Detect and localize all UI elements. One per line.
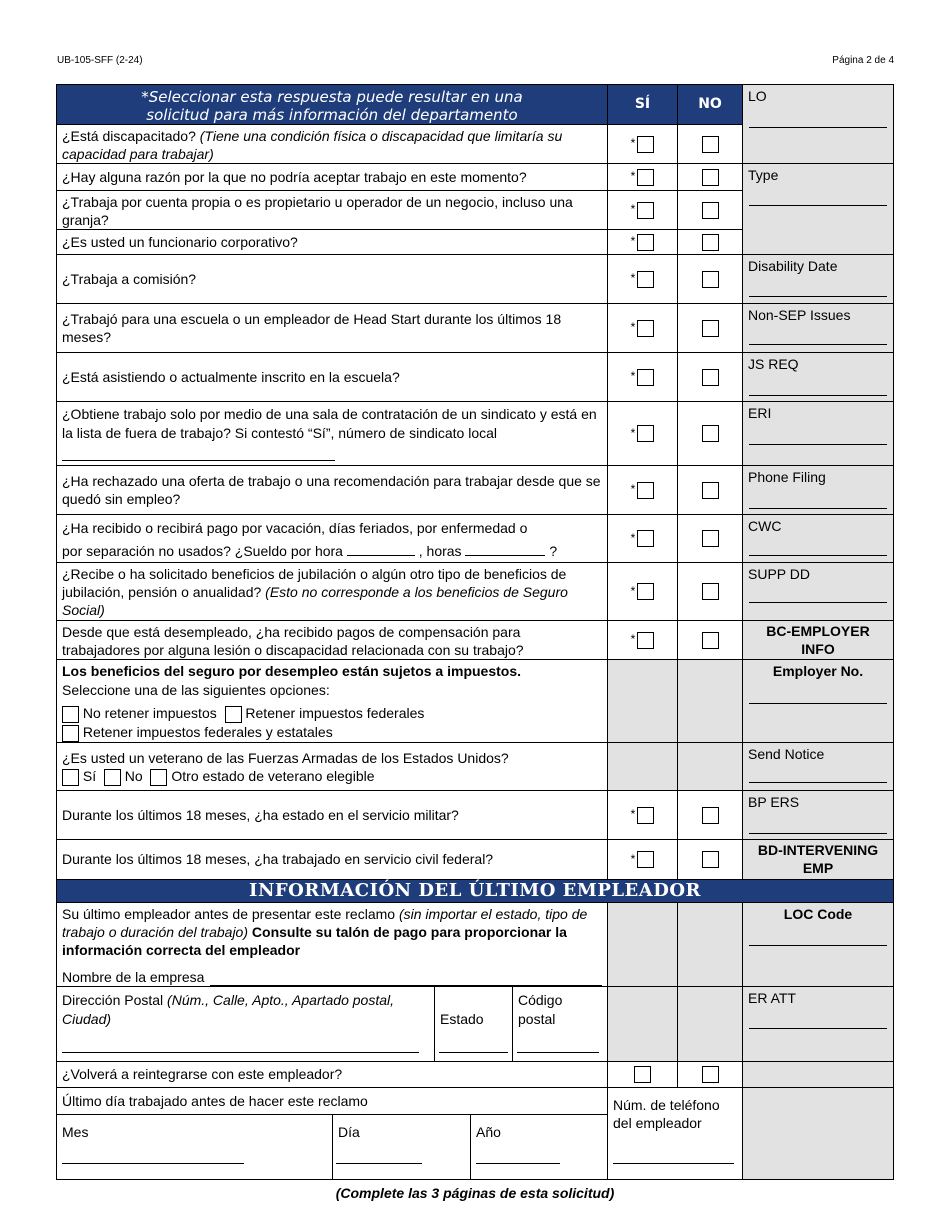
yes-cell: * (607, 352, 678, 402)
no-cell (677, 190, 743, 230)
no-cell (677, 562, 743, 621)
postal-address: Dirección Postal (Núm., Calle, Apto., Apartado postal, Ciudad) (56, 986, 435, 1062)
yes-cell: * (607, 790, 678, 840)
yes-cell: * (607, 562, 678, 621)
question-row-school-attendance (56, 352, 894, 402)
side-phone-filing: Phone Filing (742, 465, 894, 515)
rehire-row (56, 1061, 894, 1088)
question-row-retirement (56, 562, 894, 621)
yes-cell-blank (607, 742, 678, 791)
question-text: ¿Está asistiendo o actualmente inscrito en la escuela? (56, 352, 608, 402)
question-row-union (56, 401, 894, 466)
question-text: ¿Ha recibido o recibirá pago por vacación, días feriados, por enfermedad o por separación no usados? ¿Sueldo por hora , horas ? (56, 514, 608, 563)
employer-intro: Su último empleador antes de presentar este reclamo (sin importar el estado, tipo de trabajo o duración del trabajo) Consulte su talón de pago para proporcionar la información correcta del empleador Nombre de la empresa (56, 902, 608, 987)
zip-code-field[interactable] (517, 1052, 599, 1053)
question-text: ¿Está discapacitado? (Tiene una condición física o discapacidad que limitaría su capacidad para trabajar) (56, 124, 608, 164)
veteran-no-checkbox[interactable] (104, 769, 121, 786)
yes-checkbox[interactable] (637, 234, 654, 251)
side-type: Type (742, 163, 894, 255)
no-checkbox[interactable] (702, 202, 719, 219)
question-row-commission (56, 254, 894, 304)
employer-section-title: INFORMACIÓN DEL ÚLTIMO EMPLEADOR (56, 879, 894, 903)
question-text: Durante los últimos 18 meses, ¿ha estado en el servicio militar? (56, 790, 608, 840)
veteran-question: ¿Es usted un veterano de las Fuerzas Armadas de los Estados Unidos? Sí No Otro estado de veterano elegible (56, 742, 608, 791)
yes-cell: * (607, 401, 678, 466)
side-lo: LO (742, 84, 894, 164)
yes-cell: * (607, 254, 678, 304)
page-number: Página 2 de 4 (832, 55, 894, 66)
no-checkbox[interactable] (702, 1066, 719, 1083)
question-row-disabled (56, 124, 894, 164)
yes-checkbox[interactable] (637, 807, 654, 824)
no-cell (677, 790, 743, 840)
question-row-corporate-officer (56, 229, 894, 255)
question-text: ¿Obtiene trabajo solo por medio de una sala de contratación de un sindicato y está en la lista de fuera de trabajo? Si contestó “Sí”, número de sindicato local (56, 401, 608, 466)
hourly-wage-field[interactable] (347, 542, 415, 556)
yes-checkbox[interactable] (637, 169, 654, 186)
no-checkbox[interactable] (702, 136, 719, 153)
no-cell (677, 352, 743, 402)
no-cell (677, 465, 743, 515)
no-cell (677, 163, 743, 191)
tax-withholding: Los beneficios del seguro por desempleo están sujetos a impuestos. Seleccione una de las siguientes opciones: No retener impuestos Retener impuestos federales Retener impuestos federales y estatales (56, 659, 608, 743)
no-cell (677, 229, 743, 255)
union-number-field[interactable] (62, 443, 335, 461)
side-non-sep: Non-SEP Issues (742, 303, 894, 353)
yes-cell-blank (607, 659, 678, 743)
question-text: ¿Trabajó para una escuela o un empleador de Head Start durante los últimos 18 meses? (56, 303, 608, 353)
no-cell-blank (677, 659, 743, 743)
question-text: ¿Trabaja por cuenta propia o es propietario u operador de un negocio, incluso una granja? (56, 190, 608, 230)
no-checkbox[interactable] (702, 425, 719, 442)
company-name-field[interactable] (210, 972, 602, 986)
last-day-row (56, 1087, 894, 1180)
question-row-military (56, 790, 894, 840)
no-cell (677, 401, 743, 466)
question-text: ¿Recibe o ha solicitado beneficios de jubilación o algún otro tipo de beneficios de jubilación, pensión o anualidad? (Esto no corresponde a los beneficios de Seguro Social) (56, 562, 608, 621)
yes-checkbox[interactable] (637, 851, 654, 868)
no-checkbox[interactable] (702, 632, 719, 649)
state-field[interactable] (439, 1052, 508, 1053)
no-cell (677, 620, 743, 660)
yes-checkbox[interactable] (637, 136, 654, 153)
yes-checkbox[interactable] (637, 482, 654, 499)
yes-cell: * (607, 303, 678, 353)
question-row-self-employed (56, 190, 894, 230)
veteran-yes-checkbox[interactable] (62, 769, 79, 786)
employer-phone: Núm. de teléfono del empleador (607, 1087, 743, 1180)
yes-checkbox[interactable] (637, 271, 654, 288)
no-cell-blank (677, 742, 743, 791)
day-field[interactable] (336, 1163, 422, 1164)
federal-state-withholding-checkbox[interactable] (62, 725, 79, 742)
employer-intro-row (56, 902, 894, 987)
no-checkbox[interactable] (702, 482, 719, 499)
side-bd-intervening: BD-INTERVENING EMP (742, 839, 894, 880)
yes-checkbox[interactable] (634, 1066, 651, 1083)
side-blank (742, 1087, 894, 1180)
month: Mes (56, 1114, 333, 1180)
side-eri: ERI (742, 401, 894, 466)
selection-note: *Seleccionar esta respuesta puede resultar en una solicitud para más información del departamento (56, 84, 608, 125)
question-text: ¿Ha rechazado una oferta de trabajo o una recomendación para trabajar desde que se quedó sin empleo? (56, 465, 608, 515)
no-cell (677, 839, 743, 880)
no-cell (677, 303, 743, 353)
day: Día (332, 1114, 471, 1180)
no-cell (677, 1061, 743, 1088)
question-row-civil-service (56, 839, 894, 880)
no-cell-blank (677, 902, 743, 987)
yes-column-header: SÍ (607, 84, 678, 125)
no-checkbox[interactable] (702, 807, 719, 824)
no-checkbox[interactable] (702, 169, 719, 186)
question-row-vacation-pay (56, 514, 894, 563)
side-supp-dd: SUPP DD (742, 562, 894, 621)
question-text: Durante los últimos 18 meses, ¿ha trabajado en servicio civil federal? (56, 839, 608, 880)
rehire-question: ¿Volverá a reintegrarse con este empleador? (56, 1061, 608, 1088)
yes-cell (607, 1061, 678, 1088)
no-cell (677, 254, 743, 304)
no-checkbox[interactable] (702, 271, 719, 288)
no-checkbox[interactable] (702, 234, 719, 251)
side-js-req: JS REQ (742, 352, 894, 402)
yes-cell: * (607, 124, 678, 164)
question-text: ¿Es usted un funcionario corporativo? (56, 229, 608, 255)
question-row-refused-offer (56, 465, 894, 515)
question-text: Desde que está desempleado, ¿ha recibido pagos de compensación para trabajadores por alguna lesión o discapacidad relacionada con su trabajo? (56, 620, 608, 660)
yes-cell-blank (607, 902, 678, 987)
question-row-workers-comp (56, 620, 894, 660)
yes-cell: * (607, 620, 678, 660)
yes-cell: * (607, 229, 678, 255)
yes-cell: * (607, 190, 678, 230)
no-cell (677, 124, 743, 164)
side-cwc: CWC (742, 514, 894, 563)
hours-field[interactable] (465, 542, 545, 556)
footer-note: (Complete las 3 páginas de esta solicitud) (335, 1185, 615, 1201)
yes-checkbox[interactable] (637, 320, 654, 337)
employer-phone-field[interactable] (613, 1163, 734, 1164)
side-bp-ers: BP ERS (742, 790, 894, 840)
yes-cell: * (607, 163, 678, 191)
postal-address-field[interactable] (62, 1052, 419, 1053)
yes-checkbox[interactable] (637, 530, 654, 547)
side-send-notice: Send Notice (742, 742, 894, 791)
side-bc-employer: BC-EMPLOYER INFO (742, 620, 894, 660)
no-cell-blank (677, 986, 743, 1062)
address-row (56, 986, 894, 1062)
zip-code: Código postal (512, 986, 608, 1062)
no-checkbox[interactable] (702, 369, 719, 386)
state: Estado (434, 986, 513, 1062)
no-checkbox[interactable] (702, 851, 719, 868)
yes-checkbox[interactable] (637, 632, 654, 649)
side-loc-code: LOC Code (742, 902, 894, 987)
yes-cell: * (607, 514, 678, 563)
application-form (56, 84, 894, 1180)
last-day-label: Último día trabajado antes de hacer este reclamo (56, 1087, 608, 1115)
no-checkbox[interactable] (702, 583, 719, 600)
yes-cell: * (607, 465, 678, 515)
no-checkbox[interactable] (702, 320, 719, 337)
yes-checkbox[interactable] (637, 369, 654, 386)
side-employer-no: Employer No. (742, 659, 894, 743)
question-row-school-employer (56, 303, 894, 353)
question-row-reason (56, 163, 894, 191)
no-column-header: NO (677, 84, 743, 125)
side-blank (742, 1061, 894, 1088)
side-disability-date: Disability Date (742, 254, 894, 304)
side-er-att: ER ATT (742, 986, 894, 1062)
no-withholding-checkbox[interactable] (62, 706, 79, 723)
federal-withholding-checkbox[interactable] (225, 706, 242, 723)
year-field[interactable] (476, 1163, 560, 1164)
yes-checkbox[interactable] (637, 425, 654, 442)
yes-checkbox[interactable] (637, 202, 654, 219)
question-text: ¿Trabaja a comisión? (56, 254, 608, 304)
veteran-row (56, 742, 894, 791)
yes-cell-blank (607, 986, 678, 1062)
yes-cell: * (607, 839, 678, 880)
form-id: UB-105-SFF (2-24) (57, 55, 143, 66)
veteran-other-checkbox[interactable] (150, 769, 167, 786)
year: Año (470, 1114, 608, 1180)
no-checkbox[interactable] (702, 530, 719, 547)
no-cell (677, 514, 743, 563)
month-field[interactable] (62, 1163, 244, 1164)
question-text: ¿Hay alguna razón por la que no podría aceptar trabajo en este momento? (56, 163, 608, 191)
yes-checkbox[interactable] (637, 583, 654, 600)
tax-withholding-row (56, 659, 894, 743)
